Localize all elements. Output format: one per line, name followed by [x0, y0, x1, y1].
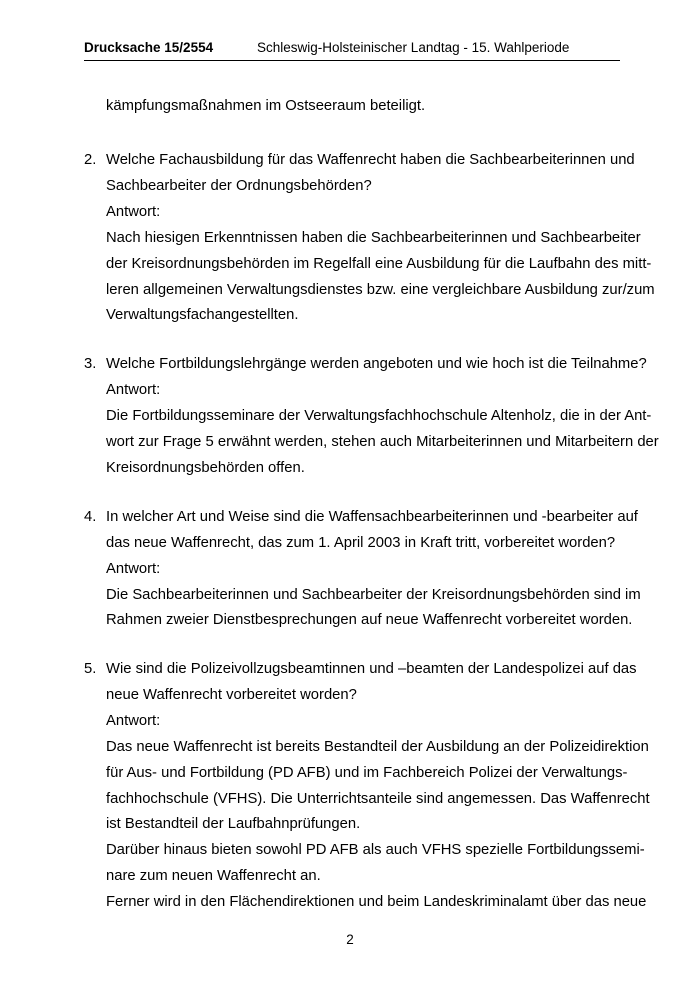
answer-line: Verwaltungsfachangestellten.	[106, 307, 299, 323]
answer-line: leren allgemeinen Verwaltungsdienstes bzw. eine vergleichbare Ausbildung zur/zum	[106, 282, 655, 298]
page-number: 2	[346, 932, 354, 947]
page-header	[84, 38, 620, 61]
answer-line: der Kreisordnungsbehörden im Regelfall eine Ausbildung für die Laufbahn des mitt-	[106, 256, 652, 272]
question-line: Wie sind die Polizeivollzugsbeamtinnen und –beamten der Landespolizei auf das	[106, 661, 637, 677]
question-line: Sachbearbeiter der Ordnungsbehörden?	[106, 178, 372, 194]
answer-label: Antwort:	[106, 713, 161, 729]
answer-line: für Aus- und Fortbildung (PD AFB) und im Fachbereich Polizei der Verwaltungs-	[106, 765, 628, 781]
answer-line: Nach hiesigen Erkenntnissen haben die Sachbearbeiterinnen und Sachbearbeiter	[106, 230, 641, 246]
question-line: Welche Fortbildungslehrgänge werden angeboten und wie hoch ist die Teilnahme?	[106, 356, 647, 372]
answer-label: Antwort:	[106, 382, 161, 398]
item-number: 2.	[84, 152, 97, 168]
answer-line: wort zur Frage 5 erwähnt werden, stehen auch Mitarbeiterinnen und Mitarbeitern der	[106, 434, 659, 450]
item-number: 4.	[84, 509, 97, 525]
answer-line: Die Sachbearbeiterinnen und Sachbearbeiter der Kreisordnungsbehörden sind im	[106, 587, 641, 603]
answer-line: Kreisordnungsbehörden offen.	[106, 460, 305, 476]
question-line: neue Waffenrecht vorbereitet worden?	[106, 687, 357, 703]
continuation-line: kämpfungsmaßnahmen im Ostseeraum beteiligt.	[106, 98, 426, 114]
answer-line: Rahmen zweier Dienstbesprechungen auf neue Waffenrecht vorbereitet worden.	[106, 612, 633, 628]
answer-line: Darüber hinaus bieten sowohl PD AFB als auch VFHS spezielle Fortbildungssemi-	[106, 842, 645, 858]
answer-line: Ferner wird in den Flächendirektionen und beim Landeskriminalamt über das neue	[106, 894, 647, 910]
answer-line: Die Fortbildungsseminare der Verwaltungsfachhochschule Altenholz, die in der Ant-	[106, 408, 652, 424]
answer-line: ist Bestandteil der Laufbahnprüfungen.	[106, 816, 361, 832]
document-reference: Drucksache 15/2554	[84, 40, 214, 55]
answer-label: Antwort:	[106, 204, 161, 220]
answer-line: Das neue Waffenrecht ist bereits Bestandteil der Ausbildung an der Polizeidirektion	[106, 739, 649, 755]
question-line: das neue Waffenrecht, das zum 1. April 2003 in Kraft tritt, vorbereitet worden?	[106, 535, 616, 551]
item-number: 5.	[84, 661, 97, 677]
answer-line: nare zum neuen Waffenrecht an.	[106, 868, 321, 884]
item-number: 3.	[84, 356, 97, 372]
answer-label: Antwort:	[106, 561, 161, 577]
question-line: In welcher Art und Weise sind die Waffensachbearbeiterinnen und -bearbeiter auf	[106, 509, 638, 525]
parliament-title: Schleswig-Holsteinischer Landtag - 15. Wahlperiode	[257, 40, 570, 55]
question-line: Welche Fachausbildung für das Waffenrecht haben die Sachbearbeiterinnen und	[106, 152, 635, 168]
answer-line: fachhochschule (VFHS). Die Unterrichtsanteile sind angemessen. Das Waffenrecht	[106, 791, 650, 807]
